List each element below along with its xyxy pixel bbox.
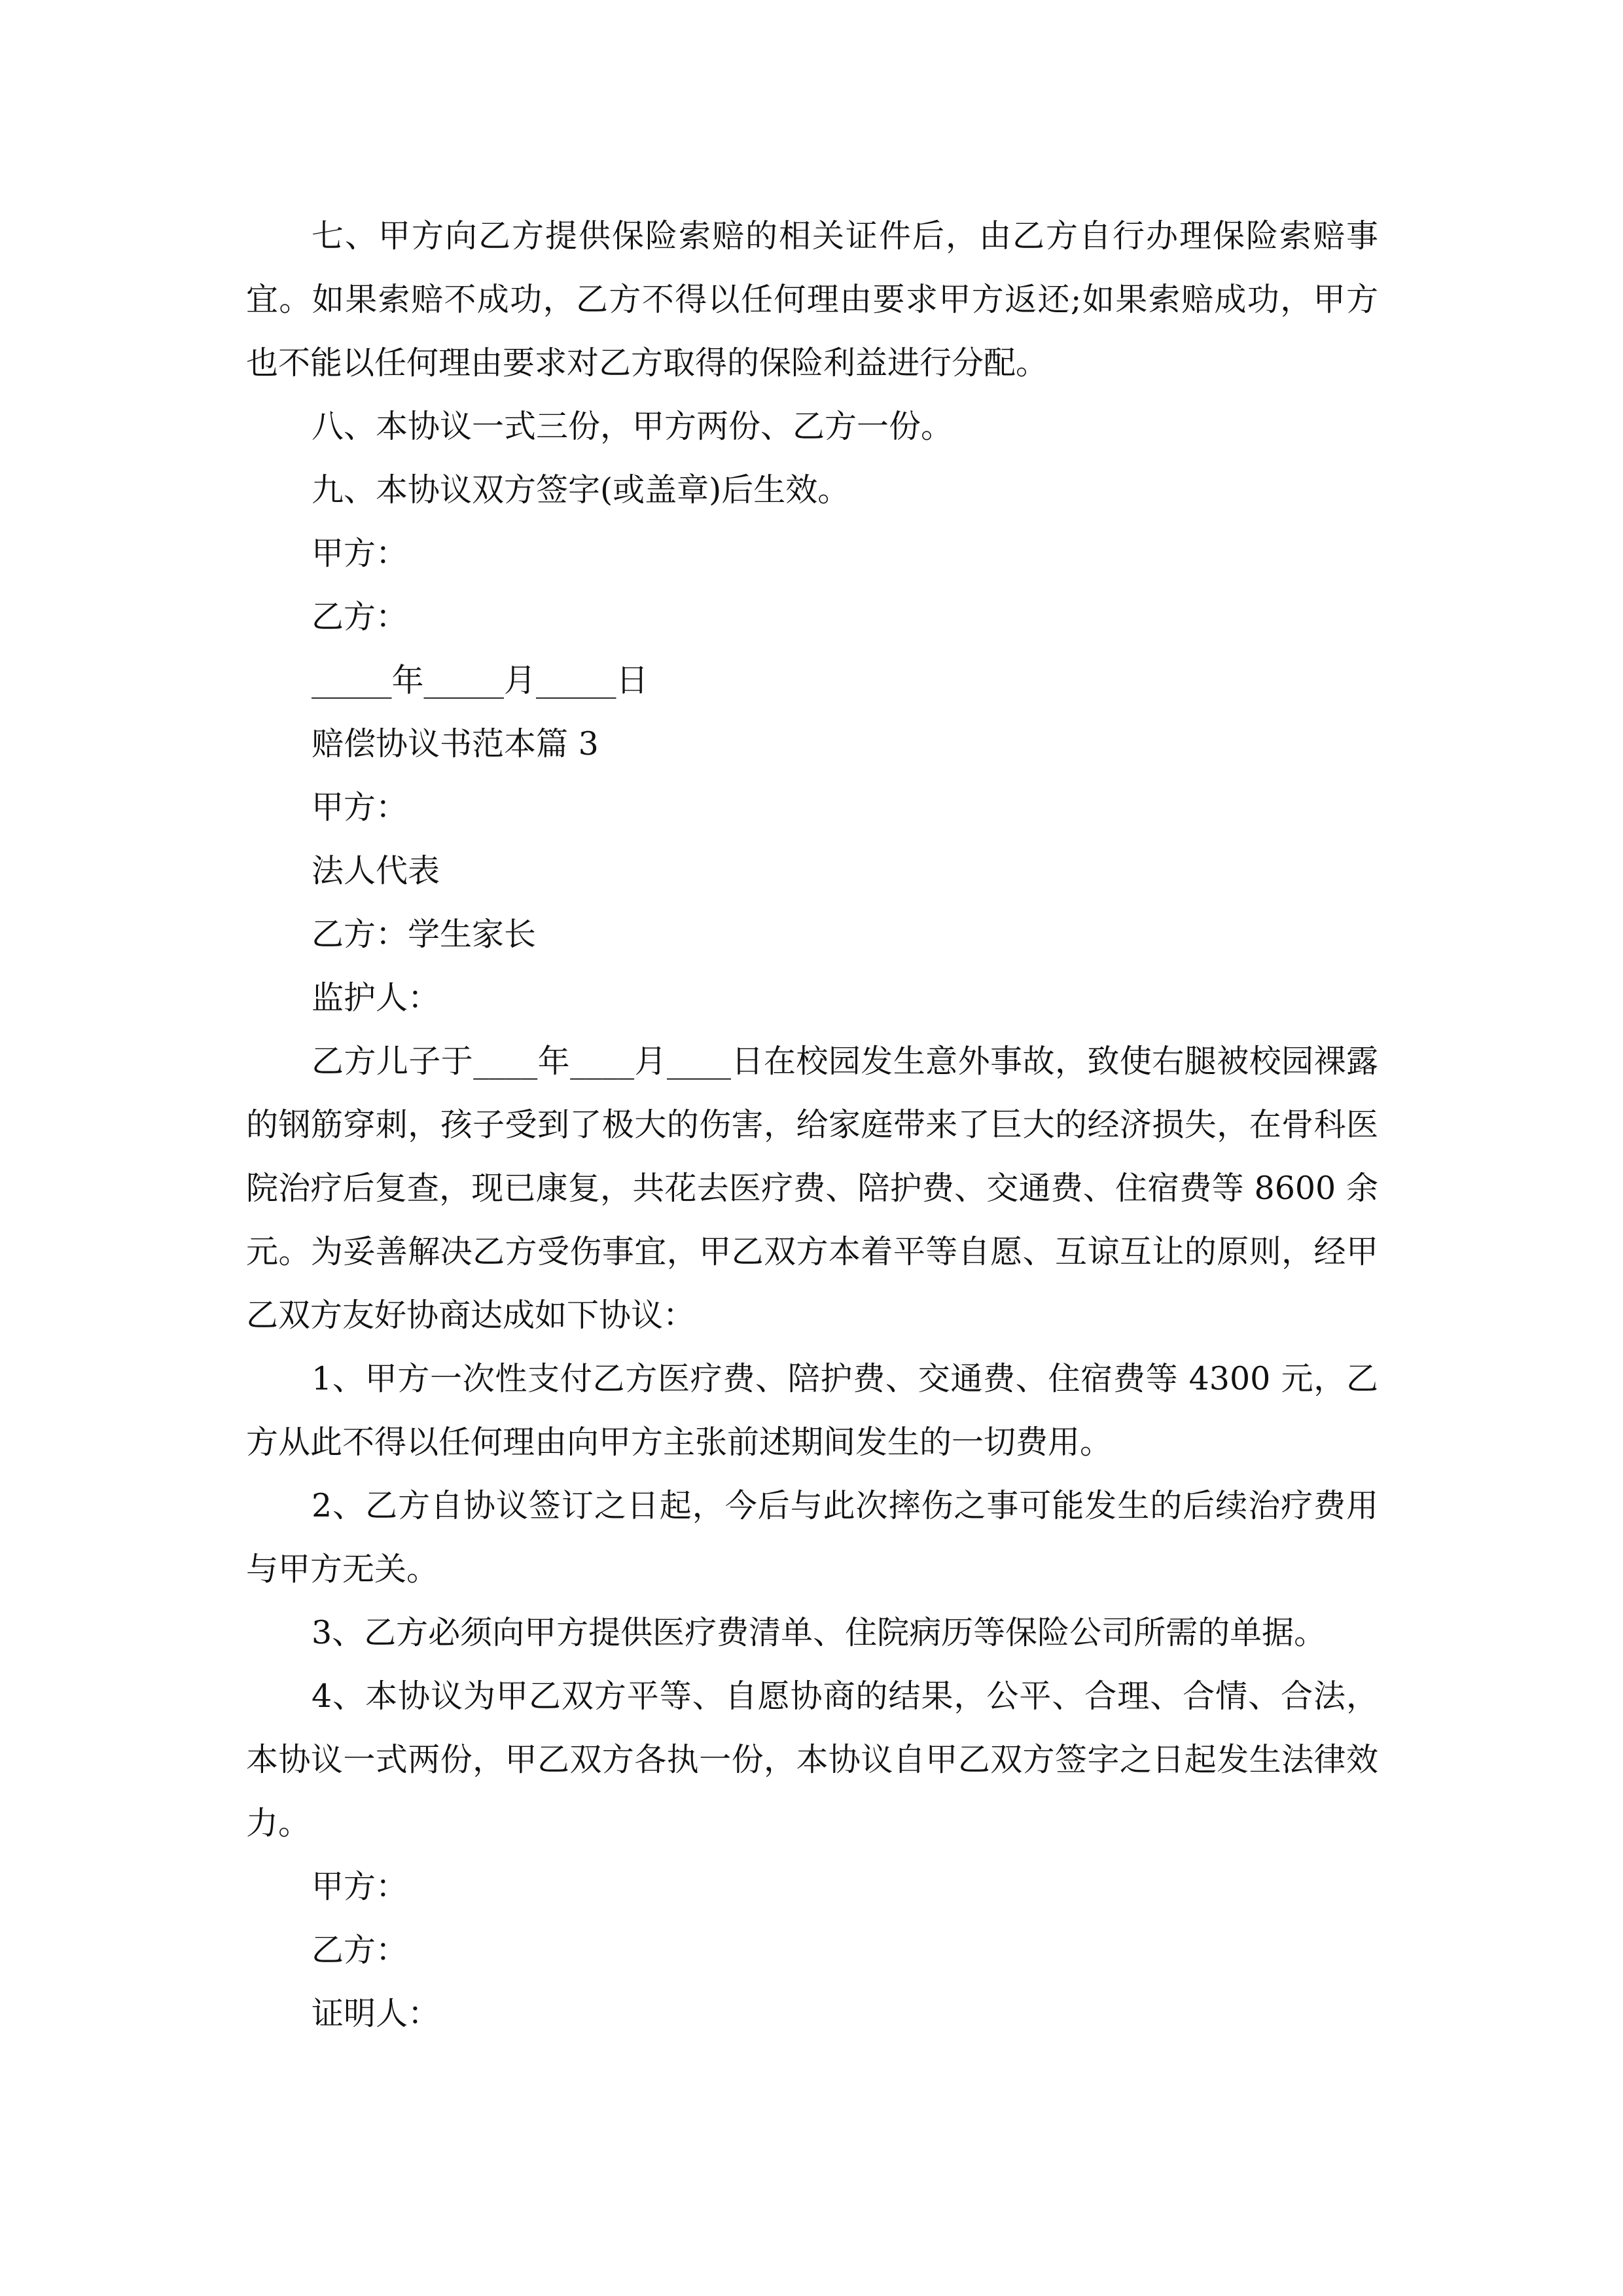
agreement-item-1: 1、甲方一次性支付乙方医疗费、陪护费、交通费、住宿费等 4300 元，乙方从此不得以任何理由向甲方主张前述期间发生的一切费用。 [246,1360,1378,1461]
clause-8: 八、本协议一式三份，甲方两份、乙方一份。 [312,408,954,445]
party-a-signature-label: 甲方： [312,535,408,572]
section-heading: 赔偿协议书范本篇 3 [312,725,599,762]
agreement-item-3: 3、乙方必须向甲方提供医疗费清单、住院病历等保险公司所需的单据。 [312,1614,1327,1651]
party-a-final-signature: 甲方： [312,1868,408,1905]
clause-7: 七、甲方向乙方提供保险索赔的相关证件后，由乙方自行办理保险索赔事宜。如果索赔不成功，乙方不得以任何理由要求甲方返还;如果索赔成功，甲方也不能以任何理由要求对乙方取得的保险利益进行分配。 [246,217,1378,382]
legal-representative-label: 法人代表 [312,852,440,889]
agreement-item-4: 4、本协议为甲乙双方平等、自愿协商的结果，公平、合理、合情、合法，本协议一式两份，甲乙双方各执一份，本协议自甲乙双方签字之日起发生法律效力。 [246,1677,1378,1842]
party-b-label: 乙方：学生家长 [312,916,537,953]
witness-label: 证明人： [312,1995,440,2032]
party-b-signature-label: 乙方： [312,598,408,636]
guardian-label: 监护人： [312,979,440,1016]
date-line: _____年_____月_____日 [312,662,649,699]
clause-9: 九、本协议双方签字(或盖章)后生效。 [312,471,850,509]
party-b-final-signature: 乙方： [312,1931,408,1969]
incident-description: 乙方儿子于____年____月____日在校园发生意外事故，致使右腿被校园裸露的钢筋穿刺，孩子受到了极大的伤害，给家庭带来了巨大的经济损失，在骨科医院治疗后复查，现已康复，共花去医疗费、陪护费、交通费、住宿费等 8600 余元。为妥善解决乙方受伤事宜，甲乙双方本着平等自愿、互谅互让的原则，经甲乙双方友好协商达成如下协议： [246,1043,1378,1334]
document-body [246,204,1378,2045]
agreement-item-2: 2、乙方自协议签订之日起，今后与此次摔伤之事可能发生的后续治疗费用与甲方无关。 [246,1487,1378,1588]
party-a-label: 甲方： [312,789,408,826]
